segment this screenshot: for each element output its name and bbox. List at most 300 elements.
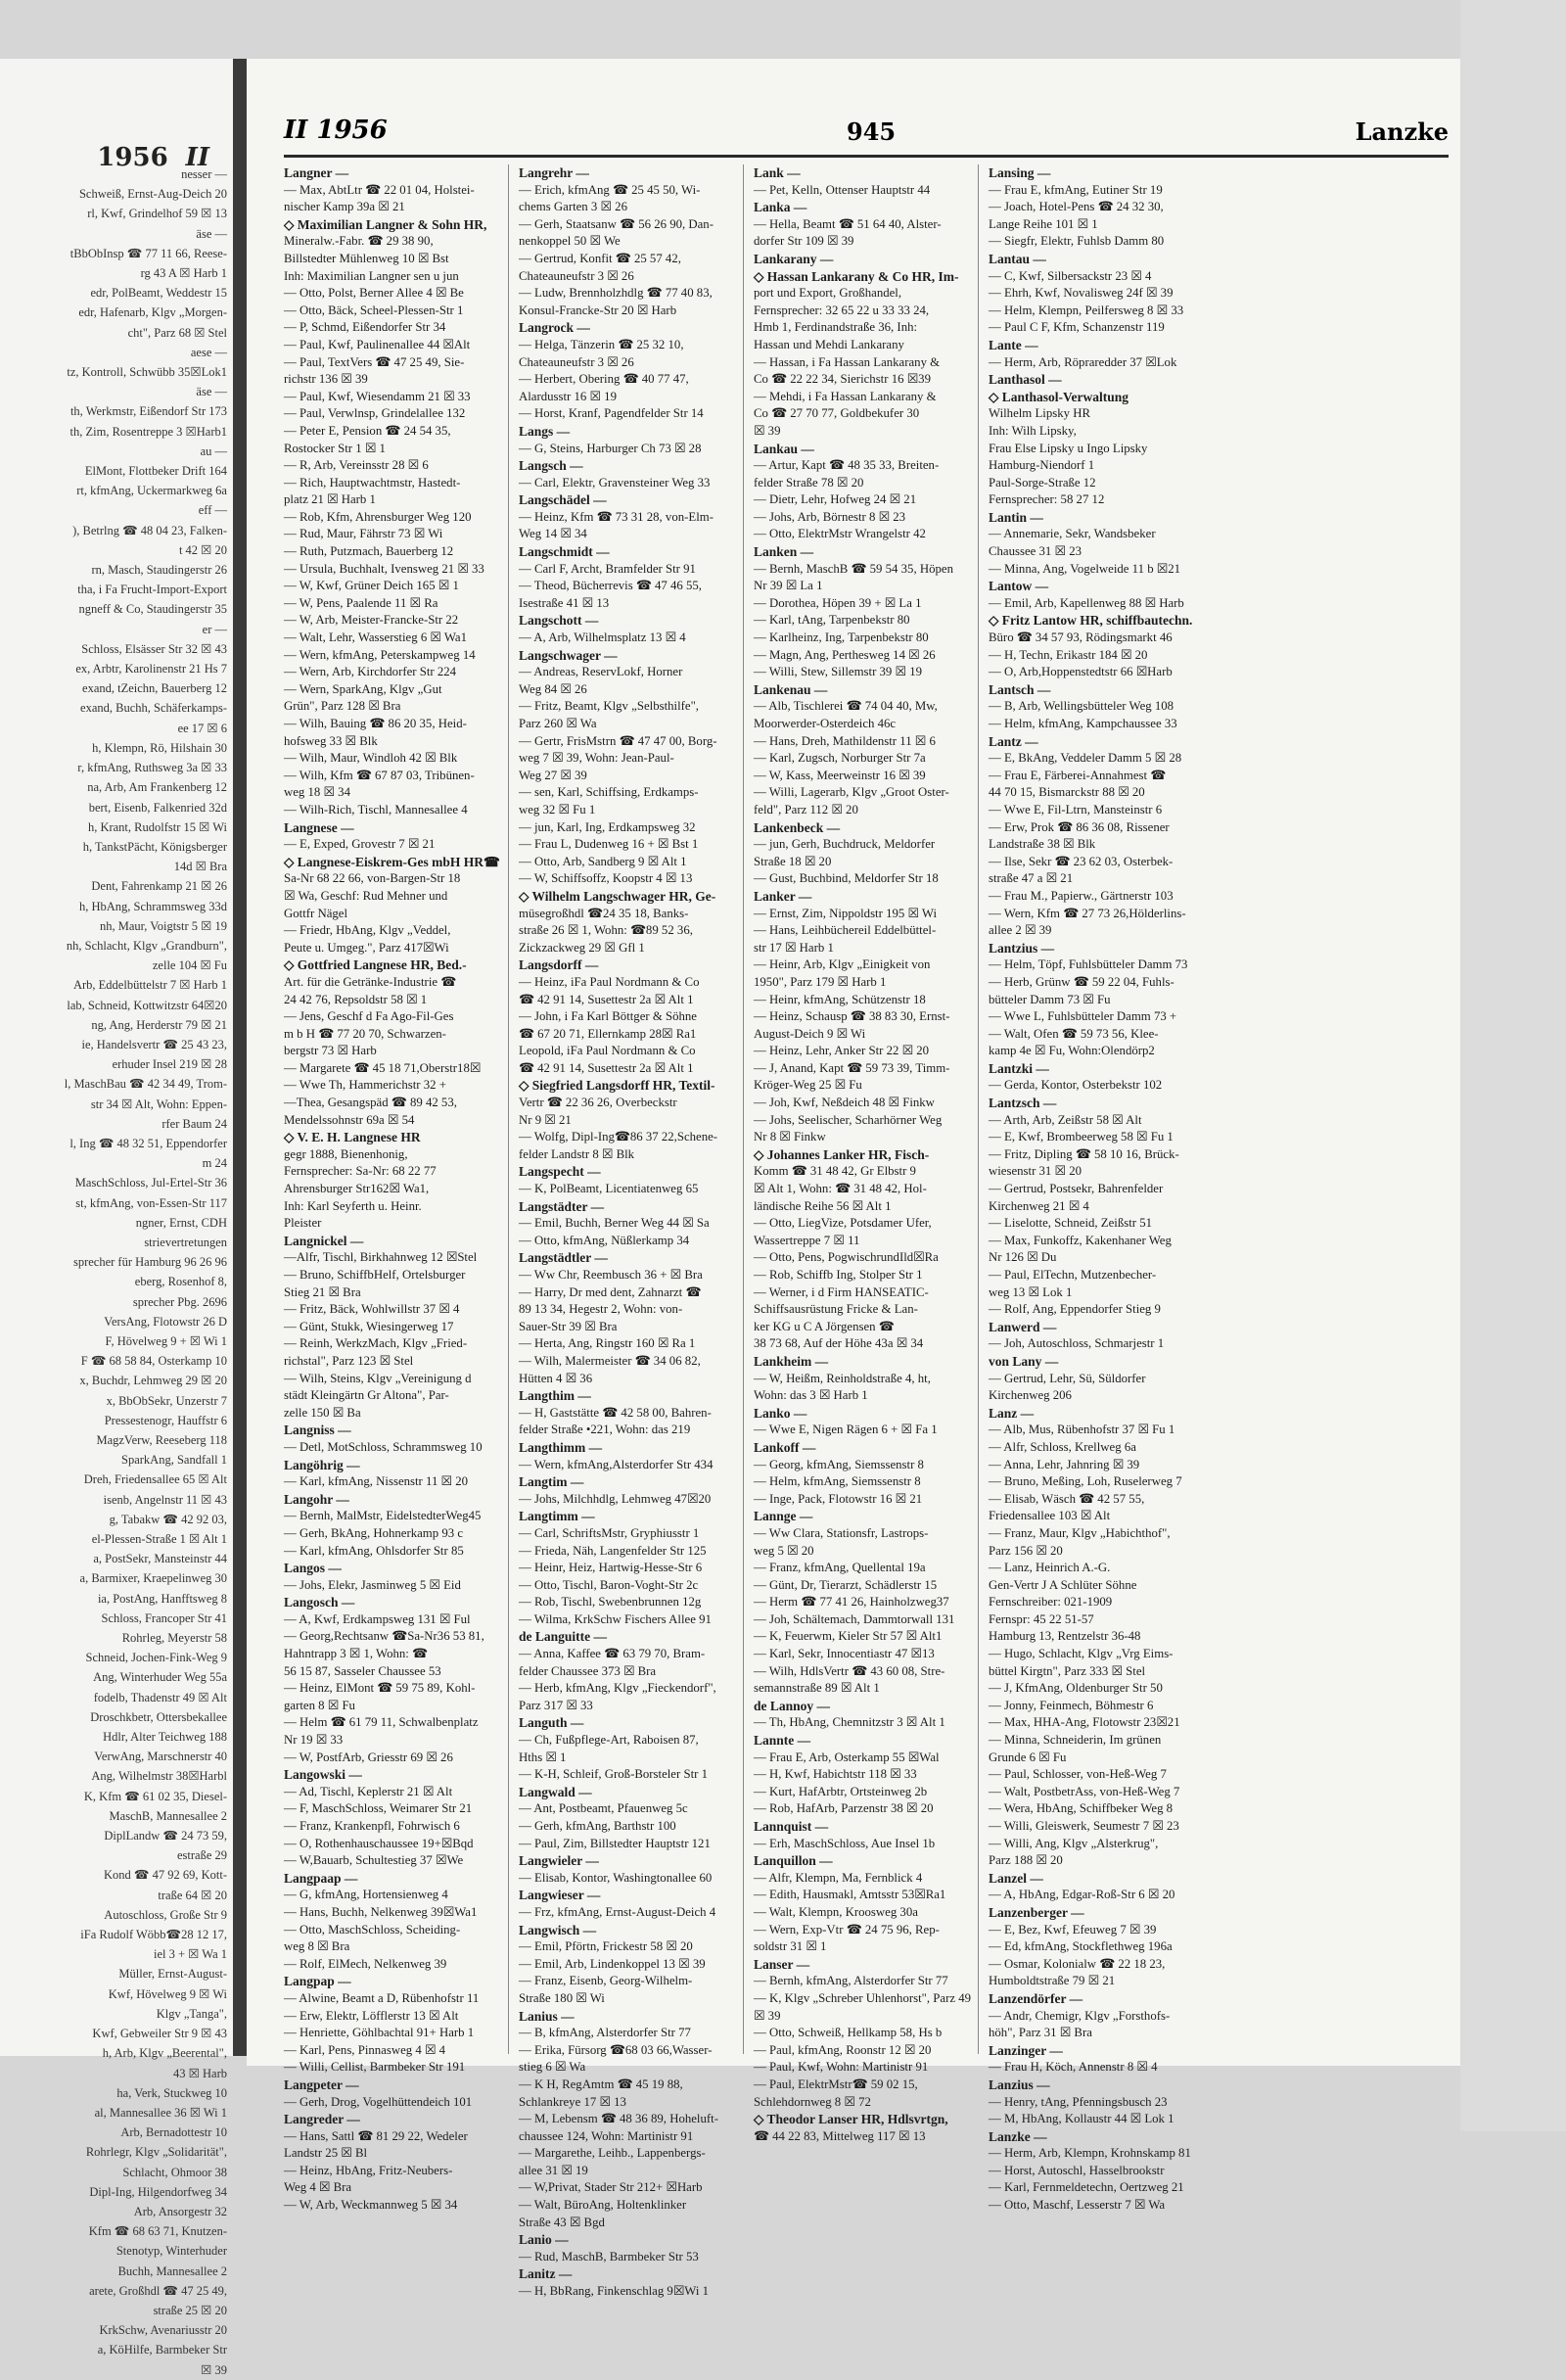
directory-entry: — Paul, ElektrMstr☎ 59 02 15, xyxy=(754,2077,918,2091)
left-line: ex, Arbtr, Karolinenstr 21 Hs 7 xyxy=(75,662,227,677)
directory-entry: Langpeter — xyxy=(284,2077,359,2092)
directory-entry: — B, Arb, Wellingsbütteler Weg 108 xyxy=(989,699,1174,714)
directory-entry: — Alb, Tischlerei ☎ 74 04 40, Mw, xyxy=(754,699,938,714)
directory-entry: — Heinr, Arb, Klgv „Einigkeit von xyxy=(754,957,931,972)
left-line: Buchh, Mannesallee 2 xyxy=(117,2263,227,2278)
directory-entry: — Wern, kfmAng, Peterskampweg 14 xyxy=(284,647,476,662)
directory-entry: Schlehdornweg 8 ☒ 72 xyxy=(754,2094,871,2109)
directory-entry: Pleister xyxy=(284,1216,322,1231)
directory-entry: Nr 8 ☒ Finkw xyxy=(754,1130,826,1144)
directory-entry: Langwieser — xyxy=(519,1888,601,1903)
left-line: l, MaschBau ☎ 42 34 49, Trom- xyxy=(64,1077,227,1092)
directory-entry: — W,Bauarb, Schultestieg 37 ☒We xyxy=(284,1853,464,1868)
left-line: na, Arb, Am Frankenberg 12 xyxy=(87,780,227,795)
left-line: eff — xyxy=(198,503,227,518)
directory-entry: Art. für die Getränke-Industrie ☎ xyxy=(284,974,457,989)
left-line: rt, kfmAng, Uckermarkweg 6a xyxy=(76,484,227,498)
directory-entry: — Karl, kfmAng, Nissenstr 11 ☒ 20 xyxy=(284,1474,469,1489)
directory-entry: — Magn, Ang, Perthesweg 14 ☒ 26 xyxy=(754,647,936,662)
left-page-fragment xyxy=(0,59,233,2377)
directory-entry: Langner — xyxy=(284,165,349,180)
directory-entry: — Willi, Ang, Klgv „Alsterkrug", xyxy=(989,1836,1159,1850)
directory-entry: — Wern, Exp-Vtr ☎ 24 75 96, Rep- xyxy=(754,1922,940,1937)
directory-entry: Nr 19 ☒ 33 xyxy=(284,1733,344,1748)
directory-entry: nenkoppel 50 ☒ We xyxy=(519,234,621,249)
directory-entry: Moorwerder-Osterdeich 46c xyxy=(754,717,897,730)
left-line: ElMont, Flottbeker Drift 164 xyxy=(84,464,227,479)
left-line: F ☎ 68 58 84, Osterkamp 10 xyxy=(80,1354,227,1369)
directory-entry: — Wern, kfmAng,Alsterdorfer Str 434 xyxy=(519,1457,714,1471)
directory-entry: Gen-Vertr J A Schlüter Söhne xyxy=(989,1577,1137,1592)
directory-entry: — Walt, Klempn, Kroosweg 30a xyxy=(754,1904,918,1919)
directory-entry: — Herbert, Obering ☎ 40 77 47, xyxy=(519,372,689,387)
directory-entry: — Andr, Chemigr, Klgv „Forsthofs- xyxy=(989,2008,1171,2023)
directory-entry: ◇ Hassan Lankarany & Co HR, Im- xyxy=(754,268,959,284)
directory-entry: — Peter E, Pension ☎ 24 54 35, xyxy=(284,423,451,438)
left-line: rn, Masch, Staudingerstr 26 xyxy=(91,563,227,578)
directory-entry: — Th, HbAng, Chemnitzstr 3 ☒ Alt 1 xyxy=(754,1715,945,1730)
directory-entry: — Herta, Ang, Ringstr 160 ☒ Ra 1 xyxy=(519,1336,696,1351)
left-line: Kond ☎ 47 92 69, Kott- xyxy=(104,1868,227,1883)
directory-entry: — E, BkAng, Veddeler Damm 5 ☒ 28 xyxy=(989,751,1182,766)
left-line: Rohrlegr, Klgv „Solidarität", xyxy=(85,2145,227,2160)
left-line: Kwf, Hövelweg 9 ☒ Wi xyxy=(108,1986,227,2001)
directory-entry: Sauer-Str 39 ☒ Bra xyxy=(519,1319,618,1333)
left-line: r, kfmAng, Ruthsweg 3a ☒ 33 xyxy=(77,761,227,775)
directory-entry: weg 32 ☒ Fu 1 xyxy=(519,802,596,817)
directory-entry: — Reinh, WerkzMach, Klgv „Fried- xyxy=(284,1336,468,1351)
left-line: nesser — xyxy=(181,167,227,181)
directory-entry: Weg 27 ☒ 39 xyxy=(519,768,587,782)
directory-entry: — Paul, Verwlnsp, Grindelallee 132 xyxy=(284,406,466,421)
left-line: Stenotyp, Winterhuder xyxy=(115,2244,227,2259)
directory-entry: — Henry, tAng, Pfenningsbusch 23 xyxy=(989,2094,1168,2109)
directory-entry: 1950", Parz 179 ☒ Harb 1 xyxy=(754,974,887,989)
directory-entry: — Wilh, Steins, Klgv „Vereinigung d xyxy=(284,1371,472,1385)
directory-entry: Sa-Nr 68 22 66, von-Bargen-Str 18 xyxy=(284,871,461,886)
left-line: Schneid, Jochen-Fink-Weg 9 xyxy=(85,1651,227,1665)
directory-entry: — Rolf, Ang, Eppendorfer Stieg 9 xyxy=(989,1302,1161,1317)
left-line: l, Ing ☎ 48 32 51, Eppendorfer xyxy=(69,1136,227,1150)
directory-entry: ☒ 39 xyxy=(754,423,781,438)
directory-entry: — Alfr, Schloss, Krellweg 6a xyxy=(989,1439,1136,1454)
left-line: VerwAng, Marschnerstr 40 xyxy=(94,1750,227,1764)
directory-entry: soldstr 31 ☒ 1 xyxy=(754,1939,827,1954)
directory-entry: — H, Kwf, Habichtstr 118 ☒ 33 xyxy=(754,1767,917,1782)
directory-entry: Lantzius — xyxy=(989,940,1055,956)
directory-entry: — Walt, Ofen ☎ 59 73 56, Klee- xyxy=(989,1026,1159,1041)
left-line: ngneff & Co, Staudingerstr 35 xyxy=(78,602,227,617)
directory-entry: — Otto, MaschSchloss, Scheiding- xyxy=(284,1922,461,1937)
directory-entry: allee 31 ☒ 19 xyxy=(519,2163,588,2177)
directory-entry: — Ant, Postbeamt, Pfauenweg 5c xyxy=(519,1801,688,1816)
directory-entry: Fernschreiber: 021-1909 xyxy=(989,1595,1113,1610)
directory-entry: Langschwager — xyxy=(519,647,618,663)
directory-entry: — Jonny, Feinmech, Böhmestr 6 xyxy=(989,1698,1154,1712)
left-line: iFa Rudolf Wöbb☎28 12 17, xyxy=(80,1928,227,1942)
left-line: g, Tabakw ☎ 42 92 03, xyxy=(109,1512,227,1526)
directory-entry: ☒ 39 xyxy=(754,2008,781,2023)
directory-entry: — Günt, Stukk, Wiesingerweg 17 xyxy=(284,1319,454,1333)
directory-entry: Langtim — xyxy=(519,1474,584,1490)
directory-entry: Fernsprecher: Sa-Nr: 68 22 77 xyxy=(284,1164,437,1179)
directory-entry: — Günt, Dr, Tierarzt, Schädlerstr 15 xyxy=(754,1577,938,1592)
directory-entry: Langwieler — xyxy=(519,1853,599,1869)
directory-entry: — K, Klgv „Schreber Uhlenhorst", Parz 49 xyxy=(754,1990,972,2005)
directory-entry: 89 13 34, Hegestr 2, Wohn: von- xyxy=(519,1302,683,1317)
directory-entry: — Gerh, Staatsanw ☎ 56 26 90, Dan- xyxy=(519,216,714,231)
left-line: th, Werkmstr, Eißendorf Str 173 xyxy=(69,404,227,419)
column-4 xyxy=(989,164,1214,2213)
directory-entry: ◇ Johannes Lanker HR, Fisch- xyxy=(754,1146,930,1162)
left-line: a, Barmixer, Kraepelinweg 30 xyxy=(79,1571,227,1586)
left-line: ia, PostAng, Hanfftsweg 8 xyxy=(97,1591,227,1606)
directory-entry: Parz 260 ☒ Wa xyxy=(519,717,597,730)
left-line: SparkAng, Sandfall 1 xyxy=(121,1453,227,1468)
left-line: bert, Eisenb, Falkenried 32d xyxy=(88,800,227,815)
directory-entry: — M, HbAng, Kollaustr 44 ☒ Lok 1 xyxy=(989,2112,1174,2126)
left-line: tha, i Fa Frucht-Import-Export xyxy=(77,583,227,597)
directory-entry: — Horst, Kranf, Pagendfelder Str 14 xyxy=(519,406,704,421)
directory-entry: — Rob, Tischl, Swebenbrunnen 12g xyxy=(519,1595,702,1610)
directory-entry: von Lany — xyxy=(989,1353,1059,1369)
directory-entry: August-Deich 9 ☒ Wi xyxy=(754,1026,866,1041)
left-line: Pressestenogr, Hauffstr 6 xyxy=(104,1413,227,1427)
directory-entry: — P, Schmd, Eißendorfer Str 34 xyxy=(284,320,446,335)
left-line: K, Kfm ☎ 61 02 35, Diesel- xyxy=(83,1789,227,1803)
running-keyword: Lanzke xyxy=(1355,117,1449,146)
directory-entry: — Hans, Leihbüchereil Eddelbüttel- xyxy=(754,923,937,938)
directory-entry: — Rolf, ElMech, Nelkenweg 39 xyxy=(284,1956,447,1971)
directory-entry: — Helm, Klempn, Peilfersweg 8 ☒ 33 xyxy=(989,303,1184,317)
directory-entry: — Wwe L, Fuhlsbütteler Damm 73 + xyxy=(989,1009,1177,1024)
directory-entry: — Hans, Buchh, Nelkenweg 39☒Wa1 xyxy=(284,1904,478,1919)
directory-entry: nischer Kamp 39a ☒ 21 xyxy=(284,200,405,214)
directory-entry: Lantz — xyxy=(989,733,1038,749)
directory-entry: Langohr — xyxy=(284,1491,349,1507)
directory-entry: Langosch — xyxy=(284,1595,355,1610)
volume-label: II 1956 xyxy=(284,116,388,145)
directory-entry: — Franz, Eisenb, Georg-Wilhelm- xyxy=(519,1974,693,1988)
directory-entry: — Ehrh, Kwf, Novalisweg 24f ☒ 39 xyxy=(989,286,1174,301)
directory-entry: — K-H, Schleif, Groß-Borsteler Str 1 xyxy=(519,1767,708,1782)
directory-entry: — Franz, Krankenpfl, Fohrwisch 6 xyxy=(284,1819,460,1833)
directory-entry: Hahntrapp 3 ☒ 1, Wohn: ☎ xyxy=(284,1647,428,1661)
left-line: a, PostSekr, Mansteinstr 44 xyxy=(93,1552,227,1566)
book-gutter xyxy=(233,59,247,2056)
directory-entry: — Harry, Dr med dent, Zahnarzt ☎ xyxy=(519,1284,702,1299)
directory-entry: richstal", Parz 123 ☒ Stel xyxy=(284,1353,414,1368)
left-line: 43 ☒ Harb xyxy=(173,2066,227,2080)
directory-entry: — K, PolBeamt, Licentiatenweg 65 xyxy=(519,1182,699,1196)
directory-entry: — O, Rothenhauschaussee 19+☒Bqd xyxy=(284,1836,474,1850)
directory-entry: — Karl, tAng, Tarpenbekstr 80 xyxy=(754,613,910,628)
directory-entry: — Wern, Arb, Kirchdorfer Str 224 xyxy=(284,665,457,679)
directory-entry: — Joach, Hotel-Pens ☎ 24 32 30, xyxy=(989,200,1164,214)
directory-entry: Lantau — xyxy=(989,251,1046,266)
directory-entry: ◇ Gottfried Langnese HR, Bed.- xyxy=(284,957,467,973)
directory-entry: — Wilh, Maur, Windloh 42 ☒ Blk xyxy=(284,751,458,766)
directory-entry: port und Export, Großhandel, xyxy=(754,286,902,301)
directory-entry: — Liselotte, Schneid, Zeißstr 51 xyxy=(989,1216,1153,1231)
directory-entry: — Anna, Lehr, Jahnring ☒ 39 xyxy=(989,1457,1140,1471)
directory-entry: — J, KfmAng, Oldenburger Str 50 xyxy=(989,1681,1163,1696)
directory-entry: — Minna, Schneiderin, Im grünen xyxy=(989,1733,1162,1748)
directory-entry: — Margarete ☎ 45 18 71,Oberstr18☒ xyxy=(284,1060,482,1075)
directory-entry: kamp 4e ☒ Fu, Wohn:Olendörp2 xyxy=(989,1044,1155,1058)
directory-entry: — Wilh, HdlsVertr ☎ 43 60 08, Stre- xyxy=(754,1663,945,1678)
directory-entry: 38 73 68, Auf der Höhe 43a ☒ 34 xyxy=(754,1336,924,1351)
directory-entry: — Franz, Maur, Klgv „Habichthof", xyxy=(989,1525,1171,1540)
directory-entry: städt Kleingärtn Gr Altona", Par- xyxy=(284,1388,449,1403)
directory-entry: — W, Arb, Meister-Francke-Str 22 xyxy=(284,613,459,628)
directory-entry: ☎ 44 22 83, Mittelweg 117 ☒ 13 xyxy=(754,2128,926,2143)
directory-entry: — Minna, Ang, Vogelweide 11 b ☒21 xyxy=(989,561,1181,576)
left-line: au — xyxy=(200,443,227,458)
left-line: Arb, Bernadottestr 10 xyxy=(120,2125,227,2140)
directory-entry: — Gertrud, Konfit ☎ 25 57 42, xyxy=(519,251,681,265)
directory-entry: — Wwe E, Fil-Ltrn, Mansteinstr 6 xyxy=(989,802,1163,817)
directory-entry: Billstedter Mühlenweg 10 ☒ Bst xyxy=(284,251,449,265)
directory-entry: — Karl, Fernmeldetechn, Oertzweg 21 xyxy=(989,2180,1184,2195)
directory-entry: — Erw, Elektr, Löfflerstr 13 ☒ Alt xyxy=(284,2008,459,2023)
left-line: a, KöHilfe, Barmbeker Str xyxy=(97,2343,227,2357)
directory-entry: — Joh, Kwf, Neßdeich 48 ☒ Finkw xyxy=(754,1096,935,1110)
left-line: Droschkbetr, Ottersbekallee xyxy=(90,1709,227,1724)
directory-entry: Lanius — xyxy=(519,2008,575,2024)
directory-entry: Lantzki — xyxy=(989,1060,1049,1076)
directory-entry: Straße 180 ☒ Wi xyxy=(519,1990,605,2005)
directory-entry: Chaussee 31 ☒ 23 xyxy=(989,544,1082,559)
directory-entry: Lanio — xyxy=(519,2232,569,2248)
directory-entry: zelle 150 ☒ Ba xyxy=(284,1405,361,1420)
directory-entry: Gottfr Nägel xyxy=(284,906,348,920)
directory-entry: Stieg 21 ☒ Bra xyxy=(284,1284,361,1299)
directory-entry: wiesenstr 31 ☒ 20 xyxy=(989,1164,1082,1179)
directory-entry: Langwisch — xyxy=(519,1922,597,1937)
directory-entry: Langowski — xyxy=(284,1767,362,1783)
directory-entry: — Ursula, Buchhalt, Ivensweg 21 ☒ 33 xyxy=(284,561,484,576)
directory-entry: — Bernh, MaschB ☎ 59 54 35, Höpen xyxy=(754,561,953,576)
directory-entry: Zickzackweg 29 ☒ Gfl 1 xyxy=(519,940,645,955)
directory-entry: ker KG u C A Jörgensen ☎ xyxy=(754,1319,895,1333)
left-line: str 34 ☒ Alt, Wohn: Eppen- xyxy=(90,1097,227,1111)
directory-entry: — Wilh, Bauing ☎ 86 20 35, Heid- xyxy=(284,717,467,730)
entry-columns xyxy=(284,164,1449,2299)
directory-entry: — Wilh, Malermeister ☎ 34 06 82, xyxy=(519,1353,701,1368)
left-line: rl, Kwf, Grindelhof 59 ☒ 13 xyxy=(87,207,227,221)
directory-entry: — Paul, ElTechn, Mutzenbecher- xyxy=(989,1268,1157,1282)
left-line: ngner, Ernst, CDH xyxy=(135,1215,227,1230)
directory-entry: Lannge — xyxy=(754,1509,813,1524)
left-line: ee 17 ☒ 6 xyxy=(177,721,227,735)
directory-entry: — Ruth, Putzmach, Bauerberg 12 xyxy=(284,544,454,559)
left-line: Dent, Fahrenkamp 21 ☒ 26 xyxy=(91,879,227,894)
directory-entry: — Alb, Mus, Rübenhofstr 37 ☒ Fu 1 xyxy=(989,1423,1175,1437)
directory-entry: — Helm, kfmAng, Siemssenstr 8 xyxy=(754,1474,921,1489)
directory-entry: — Frieda, Näh, Langenfelder Str 125 xyxy=(519,1543,707,1558)
left-line: ), Betrlng ☎ 48 04 23, Falken- xyxy=(72,523,227,537)
directory-entry: — Theod, Bücherrevis ☎ 47 46 55, xyxy=(519,579,703,593)
directory-entry: Fernspr: 45 22 51-57 xyxy=(989,1611,1094,1626)
directory-entry: Langöhrig — xyxy=(284,1457,360,1472)
directory-entry: — Herm, Arb, Klempn, Krohnskamp 81 xyxy=(989,2146,1191,2161)
directory-entry: ☒ Alt 1, Wohn: ☎ 31 48 42, Hol- xyxy=(754,1182,927,1196)
directory-entry: platz 21 ☒ Harb 1 xyxy=(284,492,376,507)
directory-entry: Lantsch — xyxy=(989,681,1051,697)
directory-entry: Isestraße 41 ☒ 13 xyxy=(519,595,610,610)
directory-entry: — Helga, Tänzerin ☎ 25 32 10, xyxy=(519,337,684,351)
directory-entry: de Lannoy — xyxy=(754,1698,831,1713)
directory-entry: — Inge, Pack, Flotowstr 16 ☒ 21 xyxy=(754,1491,923,1506)
left-line: el-Plessen-Straße 1 ☒ Alt 1 xyxy=(91,1532,227,1547)
directory-entry: Landstr 25 ☒ Bl xyxy=(284,2146,368,2161)
directory-entry: — Heinr, kfmAng, Schützenstr 18 xyxy=(754,992,926,1006)
scan-margin xyxy=(1460,0,1566,2131)
directory-entry: — G, Steins, Harburger Ch 73 ☒ 28 xyxy=(519,441,702,455)
directory-entry: — Paul C F, Kfm, Schanzenstr 119 xyxy=(989,320,1165,335)
directory-entry: allee 2 ☒ 39 xyxy=(989,923,1052,938)
left-line: lab, Schneid, Kottwitzstr 64☒20 xyxy=(67,998,227,1012)
directory-entry: richstr 136 ☒ 39 xyxy=(284,372,368,387)
directory-entry: — Kurt, HafArbtr, Ortsteinweg 2b xyxy=(754,1784,928,1798)
directory-entry: — Paul, Kwf, Wohn: Martinistr 91 xyxy=(754,2060,929,2075)
directory-entry: — Alfr, Klempn, Ma, Fernblick 4 xyxy=(754,1870,923,1885)
column-1 xyxy=(284,164,509,2213)
directory-entry: gegr 1888, Bienenhonig, xyxy=(284,1146,408,1161)
left-line: iel 3 + ☒ Wa 1 xyxy=(154,1947,227,1962)
directory-entry: ◇ Theodor Lanser HR, Hdlsvrtgn, xyxy=(754,2112,948,2127)
directory-entry: — H, BbRang, Finkenschlag 9☒Wi 1 xyxy=(519,2284,710,2299)
directory-entry: — Ilse, Sekr ☎ 23 62 03, Osterbek- xyxy=(989,854,1174,868)
directory-entry: — Helm, kfmAng, Kampchaussee 33 xyxy=(989,717,1177,730)
left-page-volume: II xyxy=(185,143,209,172)
left-line: Schloss, Francoper Str 41 xyxy=(101,1610,227,1625)
directory-entry: Schiffsausrüstung Fricke & Lan- xyxy=(754,1302,918,1317)
directory-entry: felder Landstr 8 ☒ Blk xyxy=(519,1146,635,1161)
directory-entry: Peute u. Umgeg.", Parz 417☒Wi xyxy=(284,940,449,955)
left-line: Kwf, Gebweiler Str 9 ☒ 43 xyxy=(92,2027,227,2041)
directory-entry: Wohn: das 3 ☒ Harb 1 xyxy=(754,1388,868,1403)
directory-entry: Grün", Parz 128 ☒ Bra xyxy=(284,699,401,714)
directory-entry: Langthimm — xyxy=(519,1439,603,1455)
directory-entry: Langnickel — xyxy=(284,1233,364,1248)
directory-entry: ländische Reihe 56 ☒ Alt 1 xyxy=(754,1198,892,1213)
directory-entry: — Gerh, BkAng, Hohnerkamp 93 c xyxy=(284,1525,464,1540)
directory-entry: Kröger-Weg 25 ☒ Fu xyxy=(754,1078,862,1093)
directory-entry: 44 70 15, Bismarckstr 88 ☒ 20 xyxy=(989,785,1145,800)
directory-entry: — Helm, Töpf, Fuhlsbütteler Damm 73 xyxy=(989,957,1188,972)
directory-entry: — Johs, Seelischer, Scharhörner Weg xyxy=(754,1112,943,1127)
directory-entry: — Max, HHA-Ang, Flotowstr 23☒21 xyxy=(989,1715,1180,1730)
directory-entry: — Carl F, Archt, Bramfelder Str 91 xyxy=(519,561,696,576)
directory-entry: Grunde 6 ☒ Fu xyxy=(989,1750,1067,1764)
directory-entry: — J, Anand, Kapt ☎ 59 73 39, Timm- xyxy=(754,1060,950,1075)
directory-entry: — Franz, kfmAng, Quellental 19a xyxy=(754,1561,926,1575)
directory-entry: — John, i Fa Karl Böttger & Söhne xyxy=(519,1009,697,1024)
directory-entry: — Frau L, Dudenweg 16 + ☒ Bst 1 xyxy=(519,837,699,852)
directory-entry: Lanzenberger — xyxy=(989,1904,1084,1920)
directory-entry: str 17 ☒ Harb 1 xyxy=(754,940,834,955)
directory-entry: büttel Kirgtn", Parz 333 ☒ Stel xyxy=(989,1663,1146,1678)
directory-entry: Lanker — xyxy=(754,888,812,904)
directory-entry: — Helm ☎ 61 79 11, Schwalbenplatz xyxy=(284,1715,479,1730)
directory-entry: Chateauneufstr 3 ☒ 26 xyxy=(519,354,634,369)
left-line: Klgv „Tanga", xyxy=(156,2006,227,2021)
directory-entry: Langspecht — xyxy=(519,1164,601,1180)
directory-entry: Humboldtstraße 79 ☒ 21 xyxy=(989,1974,1116,1988)
directory-entry: — Otto, LiegVize, Potsdamer Ufer, xyxy=(754,1216,932,1231)
directory-entry: ◇ Wilhelm Langschwager HR, Ge- xyxy=(519,888,716,904)
directory-entry: — Gertrud, Postsekr, Bahrenfelder xyxy=(989,1182,1164,1196)
directory-entry: — B, kfmAng, Alsterdorfer Str 77 xyxy=(519,2026,691,2040)
directory-entry: — Elisab, Kontor, Washingtonallee 60 xyxy=(519,1870,713,1885)
directory-entry: — Ch, Fußpflege-Art, Raboisen 87, xyxy=(519,1733,699,1748)
directory-entry: — W, Kwf, Grüner Deich 165 ☒ 1 xyxy=(284,579,459,593)
directory-entry: — Otto, Tischl, Baron-Voght-Str 2c xyxy=(519,1577,699,1592)
directory-entry: Hütten 4 ☒ 36 xyxy=(519,1371,593,1385)
directory-entry: Lanz — xyxy=(989,1405,1035,1421)
directory-entry: ◇ Fritz Lantow HR, schiffbautechn. xyxy=(989,613,1193,629)
directory-entry: Mineralw.-Fabr. ☎ 29 38 90, xyxy=(284,234,434,249)
directory-entry: — Ed, kfmAng, Stockflethweg 196a xyxy=(989,1939,1173,1954)
directory-entry: Langpap — xyxy=(284,1974,351,1989)
directory-entry: — Mehdi, i Fa Hassan Lankarany & xyxy=(754,389,937,403)
directory-entry: — Max, Funkoffz, Kakenhaner Weg xyxy=(989,1233,1172,1247)
left-page-year: 1956 xyxy=(97,143,168,172)
directory-entry: straße 47 a ☒ 21 xyxy=(989,871,1074,886)
left-line: MagzVerw, Reeseberg 118 xyxy=(96,1433,227,1447)
directory-entry: — Paul, Kwf, Paulinenallee 44 ☒Alt xyxy=(284,337,471,351)
directory-entry: Lankoff — xyxy=(754,1439,816,1455)
left-line: h, Krant, Rudolfstr 15 ☒ Wi xyxy=(87,819,227,834)
directory-entry: — Heinr, Heiz, Hartwig-Hesse-Str 6 xyxy=(519,1561,703,1575)
left-line: erhuder Insel 219 ☒ 28 xyxy=(112,1057,227,1072)
directory-entry: Langrehr — xyxy=(519,165,589,180)
directory-entry: Lanzke — xyxy=(989,2128,1047,2144)
directory-entry: — H, Techn, Erikastr 184 ☒ 20 xyxy=(989,647,1148,662)
directory-entry: Landstraße 38 ☒ Blk xyxy=(989,837,1096,852)
directory-entry: — W, Heißm, Reinholdstraße 4, ht, xyxy=(754,1371,931,1385)
directory-entry: — H, Gaststätte ☎ 42 58 00, Bahren- xyxy=(519,1405,712,1420)
directory-entry: — Gertrud, Lehr, Sü, Süldorfer xyxy=(989,1371,1146,1385)
left-line: h, Klempn, Rö, Hilshain 30 xyxy=(92,740,227,755)
directory-entry: Lanitz — xyxy=(519,2266,573,2282)
directory-entry: — Siegfr, Elektr, Fuhlsb Damm 80 xyxy=(989,234,1165,249)
directory-entry: Langschmidt — xyxy=(519,544,610,560)
left-line: Schlacht, Ohmoor 38 xyxy=(122,2165,227,2179)
directory-entry: — Karl, Pens, Pinnasweg 4 ☒ 4 xyxy=(284,2042,446,2057)
directory-entry: — Otto, kfmAng, Nüßlerkamp 34 xyxy=(519,1233,690,1247)
directory-entry: Lanser — xyxy=(754,1956,810,1972)
directory-entry: weg 18 ☒ 34 xyxy=(284,785,350,800)
directory-entry: — Henriette, Göhlbachtal 91+ Harb 1 xyxy=(284,2026,475,2040)
directory-entry: — Karl, Sekr, Innocentiastr 47 ☒13 xyxy=(754,1647,935,1661)
directory-entry: Langs — xyxy=(519,423,571,439)
directory-entry: — Wilma, KrkSchw Fischers Allee 91 xyxy=(519,1611,712,1626)
directory-entry: Weg 84 ☒ 26 xyxy=(519,681,587,696)
directory-entry: — Frau E, Färberei-Annahmest ☎ xyxy=(989,768,1167,782)
left-line: x, BbObSekr, Unzerstr 7 xyxy=(106,1393,227,1408)
left-line: Dipl-Ing, Hilgendorfweg 34 xyxy=(89,2184,227,2199)
directory-entry: — Paul, TextVers ☎ 47 25 49, Sie- xyxy=(284,354,465,369)
directory-entry: weg 8 ☒ Bra xyxy=(284,1939,350,1954)
directory-entry: Lankenau — xyxy=(754,681,828,697)
directory-entry: — Wilh, Kfm ☎ 67 87 03, Tribünen- xyxy=(284,768,475,782)
left-line: aese — xyxy=(190,345,227,359)
directory-entry: Langsdorff — xyxy=(519,957,599,973)
directory-entry: — Johs, Arb, Börnestr 8 ☒ 23 xyxy=(754,509,906,524)
